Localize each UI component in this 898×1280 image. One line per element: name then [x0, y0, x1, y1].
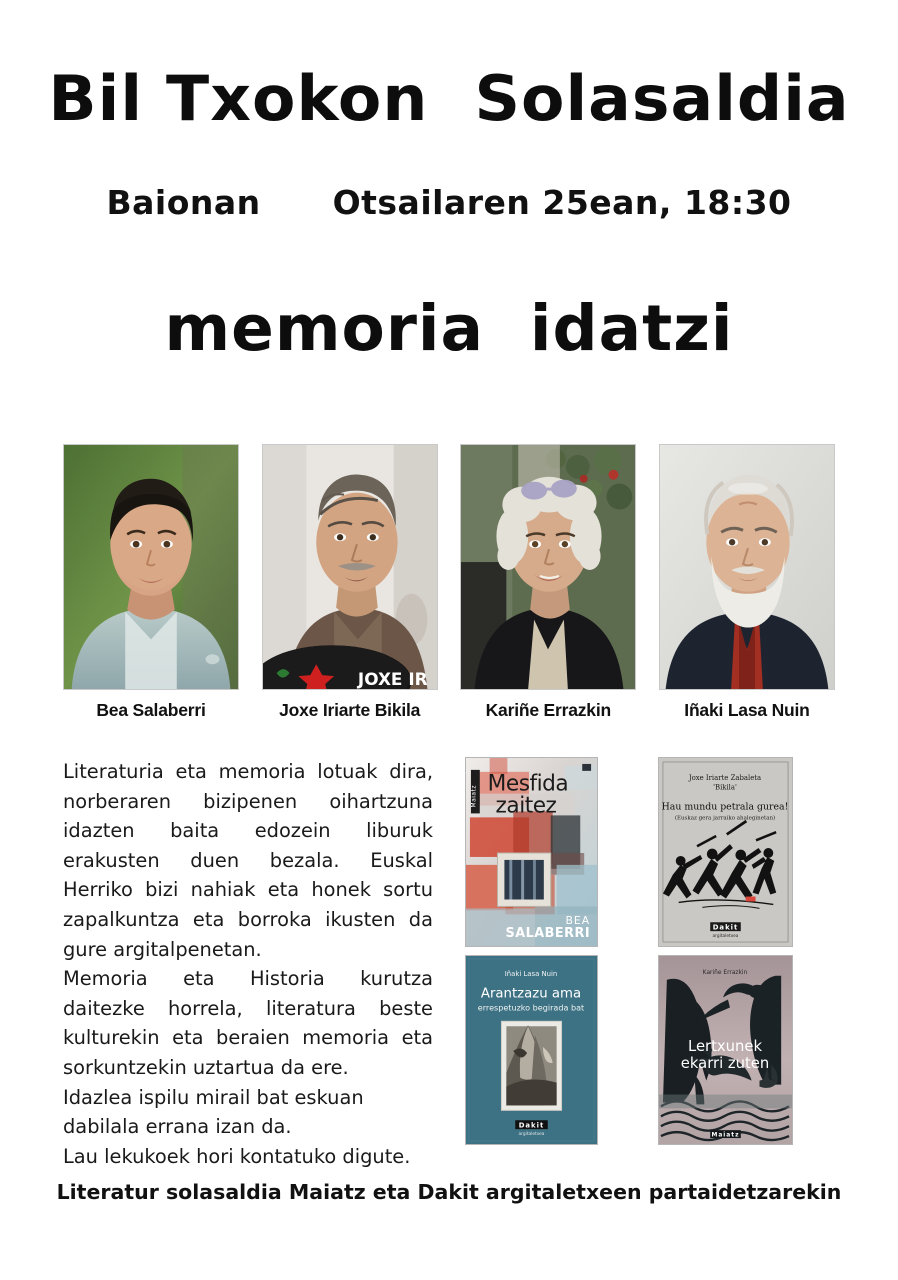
footer-credit: Literatur solasaldia Maiatz eta Dakit argitaletxeen partaidetzarekin — [56, 1180, 842, 1204]
svg-text:ekarri zuten: ekarri zuten — [680, 1054, 770, 1072]
description-paragraph-4: Lau lekukoek hori kontatuko digute. — [63, 1144, 411, 1168]
svg-text:argitaletxea: argitaletxea — [518, 1132, 545, 1138]
event-subtitle: Baionan Otsailaren 25ean, 18:30 — [106, 183, 792, 222]
description-paragraph-1: Literaturia eta memoria lotuak dira, norberaren bizipenen oihartzuna idazten baita edozein liburuk erakusten duen bezala. Euskal Herriko bizi nahiak eta honek sortu zapalkuntza eta borroka ikusten da gure argitalpenetan. — [63, 760, 433, 961]
svg-text:Maiatz: Maiatz — [471, 785, 478, 808]
svg-text:zaitez: zaitez — [495, 793, 557, 819]
participant-name-1: Bea Salaberri — [96, 700, 206, 720]
description-text — [63, 757, 433, 1171]
svg-text:JOXE IR: JOXE IR — [357, 669, 428, 689]
portrait-inaki-lasa-nuin — [659, 444, 835, 690]
book-cover-arantzazu-ama — [465, 955, 598, 1145]
description-paragraph-3: Idazlea ispilu mirail bat eskuan dabilala errana izan da. — [63, 1085, 364, 1139]
svg-text:Arantzazu ama: Arantzazu ama — [480, 986, 582, 1002]
svg-text:'Bikila': 'Bikila' — [713, 783, 737, 792]
participant-name-4: Iñaki Lasa Nuin — [684, 700, 810, 720]
svg-text:errespetuzko begirada bat: errespetuzko begirada bat — [477, 1002, 585, 1013]
portrait-row — [63, 444, 835, 690]
page-title: Bil Txokon Solasaldia — [48, 62, 850, 135]
book-cover-mesfida-zaitez — [465, 757, 598, 947]
main-heading: memoria idatzi — [164, 292, 734, 365]
portrait-joxe-iriarte-bikila — [262, 444, 438, 690]
svg-text:Hau mundu petrala gurea!: Hau mundu petrala gurea! — [661, 801, 789, 813]
svg-text:Joxe Iriarte Zabaleta: Joxe Iriarte Zabaleta — [688, 773, 762, 782]
svg-text:Dakit: Dakit — [712, 923, 739, 932]
svg-text:Lertxunek: Lertxunek — [688, 1037, 763, 1055]
participant-name-3: Kariñe Errazkin — [485, 700, 611, 720]
svg-text:Maiatz: Maiatz — [711, 1132, 740, 1139]
svg-text:(Euskaz gera jarraiko ahalegin: (Euskaz gera jarraiko ahaleginetan) — [674, 815, 776, 822]
participant-name-2: Joxe Iriarte Bikila — [279, 700, 421, 720]
participant-names-row — [63, 700, 835, 721]
description-paragraph-2: Memoria eta Historia kurutza daitezke horrela, literatura beste kulturekin eta beraien memoria eta sorkuntzekin uztartua da ere. — [63, 967, 433, 1079]
svg-text:Dakit: Dakit — [518, 1121, 545, 1130]
svg-text:BEA: BEA — [565, 914, 591, 928]
svg-text:SALABERRI: SALABERRI — [505, 926, 591, 942]
portrait-bea-salaberri — [63, 444, 239, 690]
svg-text:Kariñe Errazkin: Kariñe Errazkin — [702, 969, 748, 976]
svg-text:argitaletxea: argitaletxea — [712, 934, 739, 940]
svg-text:Iñaki Lasa Nuin: Iñaki Lasa Nuin — [504, 969, 558, 978]
svg-text:Mesfida: Mesfida — [487, 771, 569, 797]
book-cover-hau-mundu-petrala-gurea — [658, 757, 793, 947]
portrait-karine-errazkin — [460, 444, 636, 690]
book-cover-lertxunek-ekarri-zuten — [658, 955, 793, 1145]
